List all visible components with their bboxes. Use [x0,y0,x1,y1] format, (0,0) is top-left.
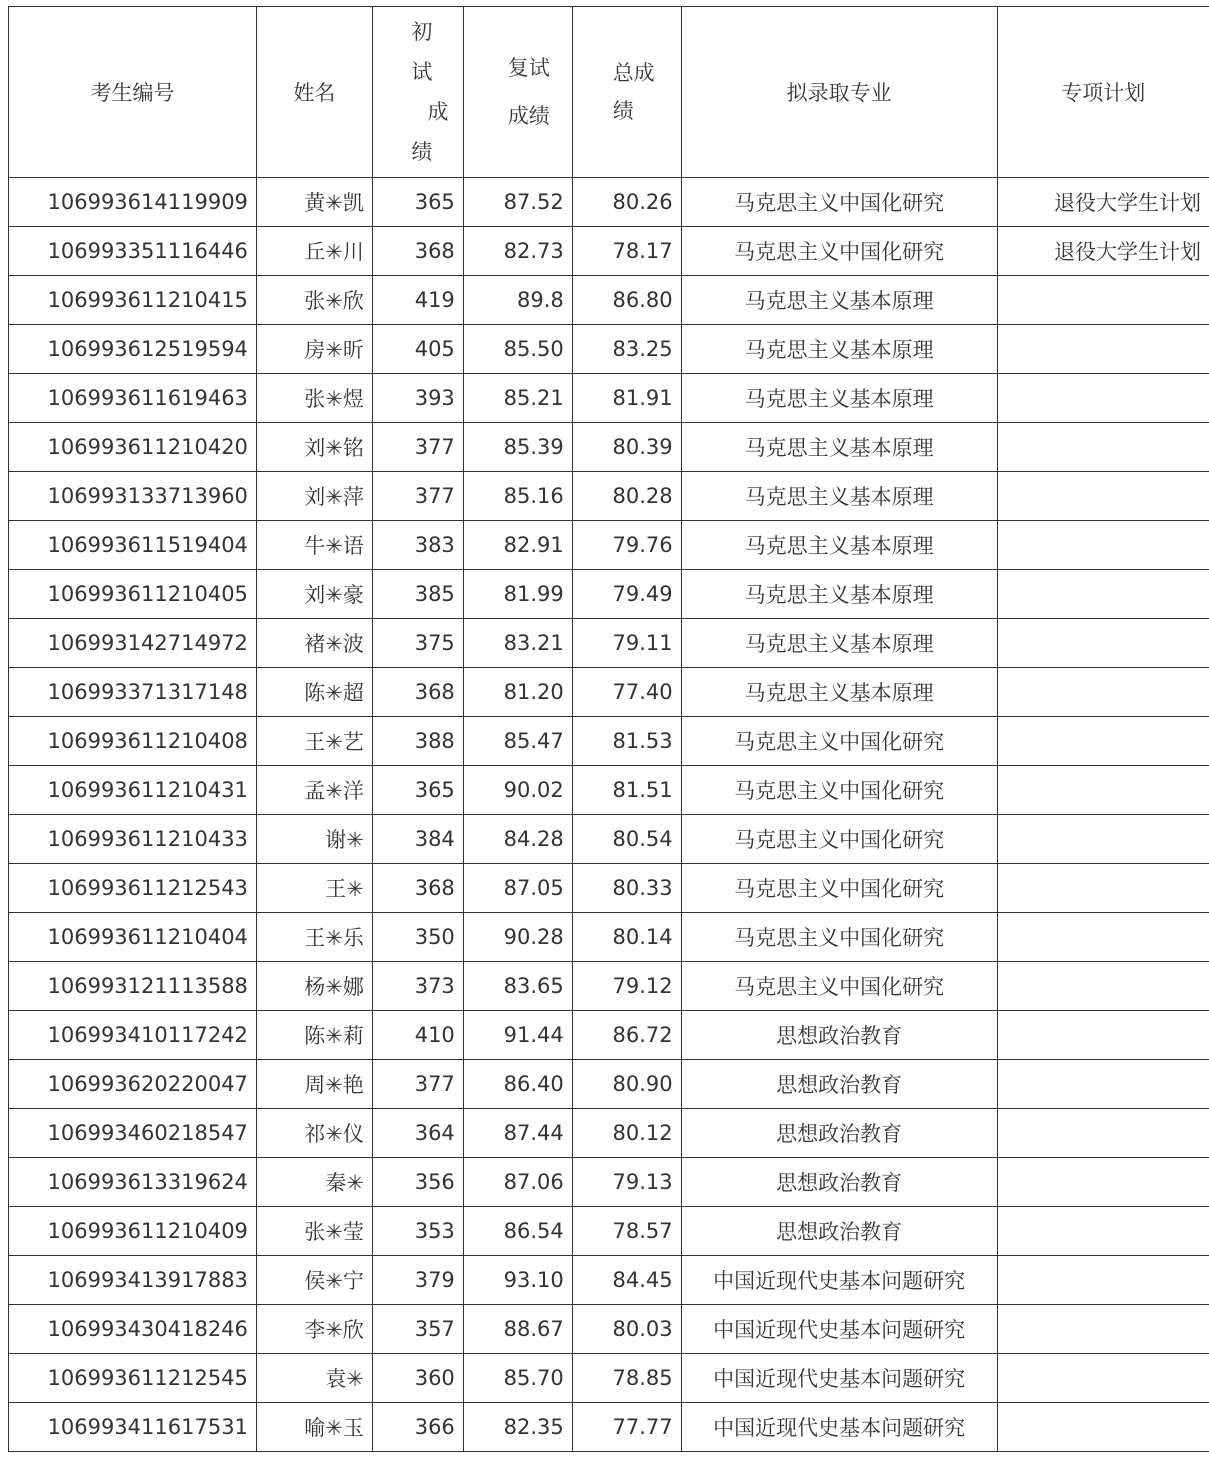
cell-candidate-id: 106993611210408 [9,717,257,766]
cell-candidate-id: 106993612519594 [9,325,257,374]
table-row [9,570,1209,619]
cell-special-plan [997,521,1209,570]
cell-initial-score: 368 [372,227,463,276]
cell-major: 中国近现代史基本问题研究 [681,1403,997,1452]
header-name: 姓名 [256,7,372,178]
cell-initial-score: 385 [372,570,463,619]
cell-total-score: 84.45 [572,1256,681,1305]
cell-initial-score: 360 [372,1354,463,1403]
table-row [9,1158,1209,1207]
cell-special-plan [997,1158,1209,1207]
cell-retest-score: 91.44 [463,1011,572,1060]
cell-retest-score: 90.02 [463,766,572,815]
cell-special-plan [997,1256,1209,1305]
cell-major: 马克思主义基本原理 [681,619,997,668]
cell-retest-score: 87.05 [463,864,572,913]
table-row [9,472,1209,521]
cell-total-score: 80.54 [572,815,681,864]
cell-retest-score: 87.52 [463,178,572,227]
table-row [9,178,1209,227]
cell-special-plan [997,1305,1209,1354]
cell-special-plan [997,1060,1209,1109]
table-row [9,1354,1209,1403]
cell-total-score: 79.11 [572,619,681,668]
cell-total-score: 78.57 [572,1207,681,1256]
cell-major: 马克思主义中国化研究 [681,815,997,864]
cell-major: 马克思主义中国化研究 [681,766,997,815]
cell-special-plan [997,374,1209,423]
cell-name: 牛✳语 [256,521,372,570]
cell-candidate-id: 106993611519404 [9,521,257,570]
cell-candidate-id: 106993413917883 [9,1256,257,1305]
header-candidate-id: 考生编号 [9,7,257,178]
cell-special-plan [997,1109,1209,1158]
cell-major: 思想政治教育 [681,1060,997,1109]
cell-major: 马克思主义基本原理 [681,276,997,325]
cell-total-score: 80.39 [572,423,681,472]
table-row [9,1207,1209,1256]
cell-major: 思想政治教育 [681,1207,997,1256]
table-row [9,1256,1209,1305]
cell-major: 马克思主义基本原理 [681,570,997,619]
cell-candidate-id: 106993133713960 [9,472,257,521]
cell-candidate-id: 106993611619463 [9,374,257,423]
cell-special-plan [997,864,1209,913]
cell-name: 张✳欣 [256,276,372,325]
cell-major: 马克思主义中国化研究 [681,178,997,227]
cell-candidate-id: 106993371317148 [9,668,257,717]
cell-name: 刘✳铭 [256,423,372,472]
cell-candidate-id: 106993613319624 [9,1158,257,1207]
cell-total-score: 79.12 [572,962,681,1011]
cell-special-plan [997,962,1209,1011]
cell-total-score: 81.51 [572,766,681,815]
cell-major: 马克思主义中国化研究 [681,913,997,962]
cell-total-score: 79.76 [572,521,681,570]
cell-initial-score: 377 [372,1060,463,1109]
cell-retest-score: 88.67 [463,1305,572,1354]
cell-special-plan [997,766,1209,815]
table-row [9,1403,1209,1452]
cell-name: 祁✳仪 [256,1109,372,1158]
table-row [9,1060,1209,1109]
header-retest-score: 复试 成绩 [463,7,572,178]
cell-candidate-id: 106993611210420 [9,423,257,472]
cell-retest-score: 81.20 [463,668,572,717]
cell-major: 马克思主义中国化研究 [681,864,997,913]
cell-major: 中国近现代史基本问题研究 [681,1256,997,1305]
table-row [9,325,1209,374]
cell-retest-score: 86.54 [463,1207,572,1256]
cell-candidate-id: 106993430418246 [9,1305,257,1354]
cell-retest-score: 89.8 [463,276,572,325]
cell-special-plan [997,668,1209,717]
table-row [9,1109,1209,1158]
cell-special-plan: 退役大学生计划 [997,178,1209,227]
cell-retest-score: 85.16 [463,472,572,521]
cell-initial-score: 356 [372,1158,463,1207]
cell-total-score: 80.33 [572,864,681,913]
cell-retest-score: 93.10 [463,1256,572,1305]
cell-special-plan [997,1403,1209,1452]
table-row [9,864,1209,913]
cell-special-plan: 退役大学生计划 [997,227,1209,276]
cell-major: 马克思主义中国化研究 [681,227,997,276]
cell-name: 王✳乐 [256,913,372,962]
cell-name: 黄✳凯 [256,178,372,227]
cell-initial-score: 384 [372,815,463,864]
cell-total-score: 86.72 [572,1011,681,1060]
cell-special-plan [997,325,1209,374]
admission-results-table [8,6,1209,1452]
cell-name: 陈✳莉 [256,1011,372,1060]
cell-major: 思想政治教育 [681,1158,997,1207]
cell-name: 周✳艳 [256,1060,372,1109]
header-total-score: 总成 绩 [572,7,681,178]
header-special-plan: 专项计划 [997,7,1209,178]
cell-total-score: 83.25 [572,325,681,374]
cell-total-score: 80.03 [572,1305,681,1354]
cell-special-plan [997,276,1209,325]
table-row [9,423,1209,472]
cell-retest-score: 82.91 [463,521,572,570]
cell-initial-score: 383 [372,521,463,570]
cell-total-score: 81.53 [572,717,681,766]
table-row [9,962,1209,1011]
table-row [9,521,1209,570]
table-row [9,717,1209,766]
cell-special-plan [997,717,1209,766]
table-row [9,766,1209,815]
cell-total-score: 79.49 [572,570,681,619]
cell-name: 侯✳宁 [256,1256,372,1305]
cell-total-score: 77.40 [572,668,681,717]
cell-name: 喻✳玉 [256,1403,372,1452]
cell-name: 陈✳超 [256,668,372,717]
cell-initial-score: 388 [372,717,463,766]
table-row [9,1305,1209,1354]
cell-name: 李✳欣 [256,1305,372,1354]
cell-major: 思想政治教育 [681,1011,997,1060]
cell-initial-score: 377 [372,423,463,472]
cell-name: 褚✳波 [256,619,372,668]
cell-retest-score: 81.99 [463,570,572,619]
cell-total-score: 78.17 [572,227,681,276]
cell-name: 孟✳洋 [256,766,372,815]
cell-retest-score: 84.28 [463,815,572,864]
cell-candidate-id: 106993611210405 [9,570,257,619]
cell-candidate-id: 106993620220047 [9,1060,257,1109]
cell-name: 刘✳豪 [256,570,372,619]
cell-initial-score: 353 [372,1207,463,1256]
cell-special-plan [997,1207,1209,1256]
table-row [9,1011,1209,1060]
cell-name: 袁✳ [256,1354,372,1403]
table-row [9,227,1209,276]
cell-retest-score: 90.28 [463,913,572,962]
cell-initial-score: 357 [372,1305,463,1354]
cell-retest-score: 85.39 [463,423,572,472]
cell-candidate-id: 106993614119909 [9,178,257,227]
cell-major: 马克思主义基本原理 [681,325,997,374]
cell-major: 马克思主义中国化研究 [681,962,997,1011]
cell-name: 王✳ [256,864,372,913]
cell-initial-score: 368 [372,668,463,717]
cell-candidate-id: 106993142714972 [9,619,257,668]
cell-total-score: 80.14 [572,913,681,962]
cell-total-score: 79.13 [572,1158,681,1207]
cell-name: 丘✳川 [256,227,372,276]
cell-retest-score: 83.65 [463,962,572,1011]
cell-name: 房✳昕 [256,325,372,374]
table-row [9,276,1209,325]
cell-major: 中国近现代史基本问题研究 [681,1354,997,1403]
cell-candidate-id: 106993611210431 [9,766,257,815]
cell-major: 马克思主义基本原理 [681,668,997,717]
cell-special-plan [997,1011,1209,1060]
cell-candidate-id: 106993460218547 [9,1109,257,1158]
cell-initial-score: 373 [372,962,463,1011]
header-major: 拟录取专业 [681,7,997,178]
cell-special-plan [997,472,1209,521]
cell-name: 杨✳娜 [256,962,372,1011]
cell-name: 刘✳萍 [256,472,372,521]
cell-name: 谢✳ [256,815,372,864]
cell-major: 马克思主义基本原理 [681,374,997,423]
cell-candidate-id: 106993611212545 [9,1354,257,1403]
cell-special-plan [997,570,1209,619]
cell-initial-score: 366 [372,1403,463,1452]
cell-initial-score: 375 [372,619,463,668]
cell-name: 张✳莹 [256,1207,372,1256]
cell-candidate-id: 106993410117242 [9,1011,257,1060]
cell-initial-score: 393 [372,374,463,423]
cell-name: 王✳艺 [256,717,372,766]
cell-major: 马克思主义中国化研究 [681,717,997,766]
cell-special-plan [997,1354,1209,1403]
table-row [9,374,1209,423]
cell-initial-score: 419 [372,276,463,325]
cell-retest-score: 85.70 [463,1354,572,1403]
cell-retest-score: 87.06 [463,1158,572,1207]
cell-total-score: 80.26 [572,178,681,227]
cell-candidate-id: 106993611210433 [9,815,257,864]
cell-retest-score: 85.21 [463,374,572,423]
cell-total-score: 77.77 [572,1403,681,1452]
table-row [9,913,1209,962]
cell-major: 中国近现代史基本问题研究 [681,1305,997,1354]
cell-candidate-id: 106993611210415 [9,276,257,325]
cell-candidate-id: 106993611210404 [9,913,257,962]
cell-retest-score: 85.47 [463,717,572,766]
cell-retest-score: 85.50 [463,325,572,374]
cell-total-score: 81.91 [572,374,681,423]
cell-initial-score: 377 [372,472,463,521]
cell-major: 思想政治教育 [681,1109,997,1158]
cell-total-score: 80.28 [572,472,681,521]
cell-retest-score: 83.21 [463,619,572,668]
cell-total-score: 80.90 [572,1060,681,1109]
cell-retest-score: 82.35 [463,1403,572,1452]
cell-retest-score: 87.44 [463,1109,572,1158]
cell-initial-score: 379 [372,1256,463,1305]
cell-candidate-id: 106993611212543 [9,864,257,913]
cell-candidate-id: 106993411617531 [9,1403,257,1452]
cell-major: 马克思主义基本原理 [681,423,997,472]
cell-initial-score: 364 [372,1109,463,1158]
cell-major: 马克思主义基本原理 [681,521,997,570]
cell-name: 张✳煜 [256,374,372,423]
cell-initial-score: 365 [372,766,463,815]
cell-candidate-id: 106993351116446 [9,227,257,276]
cell-candidate-id: 106993121113588 [9,962,257,1011]
header-row [9,7,1209,178]
cell-retest-score: 82.73 [463,227,572,276]
cell-total-score: 78.85 [572,1354,681,1403]
cell-initial-score: 410 [372,1011,463,1060]
table-row [9,619,1209,668]
cell-initial-score: 350 [372,913,463,962]
cell-major: 马克思主义基本原理 [681,472,997,521]
cell-initial-score: 365 [372,178,463,227]
cell-special-plan [997,913,1209,962]
cell-total-score: 86.80 [572,276,681,325]
table-row [9,668,1209,717]
header-initial-score: 初 试 成 绩 [372,7,463,178]
cell-total-score: 80.12 [572,1109,681,1158]
cell-retest-score: 86.40 [463,1060,572,1109]
cell-name: 秦✳ [256,1158,372,1207]
cell-special-plan [997,619,1209,668]
cell-special-plan [997,423,1209,472]
cell-special-plan [997,815,1209,864]
cell-candidate-id: 106993611210409 [9,1207,257,1256]
cell-initial-score: 368 [372,864,463,913]
cell-initial-score: 405 [372,325,463,374]
table-row [9,815,1209,864]
